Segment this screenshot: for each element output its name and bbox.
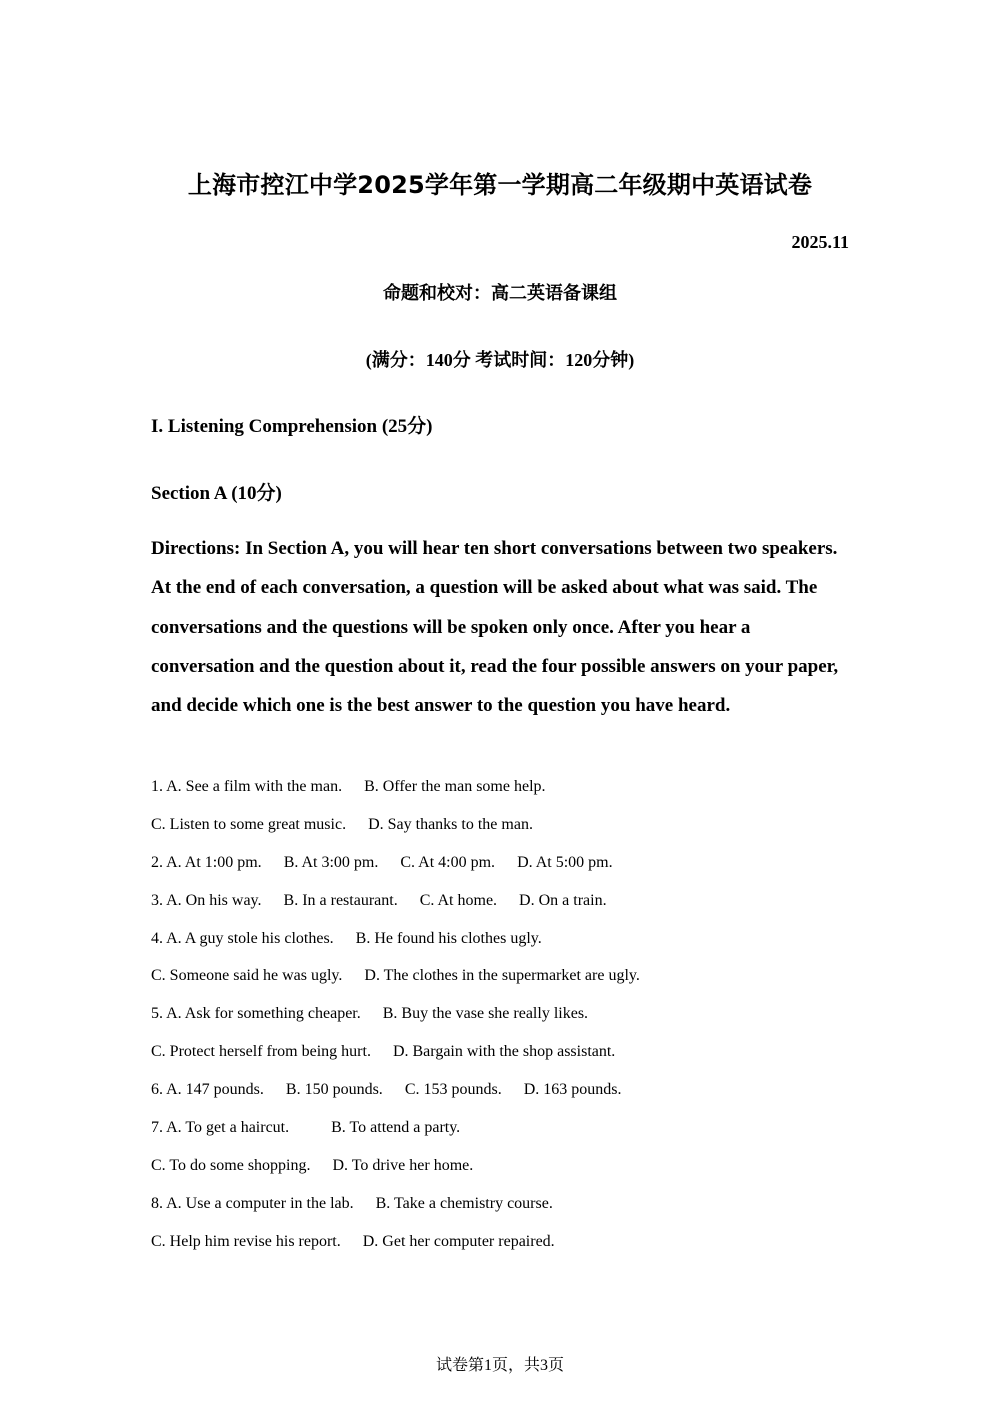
question-line xyxy=(151,995,856,1033)
section-a-heading: Section A (10分) xyxy=(151,483,282,504)
answer-option: B. At 3:00 pm. xyxy=(283,853,379,871)
question-line xyxy=(151,920,856,958)
answer-option: C. Protect herself from being hurt. xyxy=(151,1043,371,1061)
question-line xyxy=(151,844,856,882)
question-line xyxy=(151,882,856,920)
section-a-directions: Directions: In Section A, you will hear ten short conversations between two speakers. At the end of each conversation, a question will be asked about what was said. The conversations and the questions will be spoken only once. After you hear a conversation and the question about it, read the four possible answers on your paper, and decide which one is the best answer to the question you have heard. xyxy=(151,538,839,717)
answer-option: D. At 5:00 pm. xyxy=(517,853,613,871)
question-line xyxy=(151,1109,856,1147)
answer-option: D. To drive her home. xyxy=(332,1156,474,1174)
answer-option: C. 153 pounds. xyxy=(404,1081,502,1099)
part-heading-listening: I. Listening Comprehension (25分) xyxy=(151,416,433,437)
answer-option: B. He found his clothes ugly. xyxy=(355,929,542,947)
answer-option: D. 163 pounds. xyxy=(523,1081,622,1099)
exam-title: 上海市控江中学2025学年第一学期高二年级期中英语试卷 xyxy=(187,171,813,199)
answer-option: D. The clothes in the supermarket are ugly. xyxy=(364,967,640,985)
question-line xyxy=(151,768,856,806)
question-line xyxy=(151,806,856,844)
answer-option: C. To do some shopping. xyxy=(151,1156,311,1174)
question-list xyxy=(151,768,856,1261)
question-line xyxy=(151,957,856,995)
answer-option: 1. A. See a film with the man. xyxy=(151,778,343,795)
answer-option: B. Offer the man some help. xyxy=(364,778,546,795)
exam-date: 2025.11 xyxy=(791,232,849,252)
page-footer: 试卷第1页，共3页 xyxy=(435,1357,564,1374)
answer-option: B. 150 pounds. xyxy=(285,1081,383,1099)
answer-option: 3. A. On his way. xyxy=(151,891,262,909)
answer-option: C. At home. xyxy=(419,891,498,909)
answer-option: B. Take a chemistry course. xyxy=(375,1194,553,1212)
answer-option: B. Buy the vase she really likes. xyxy=(382,1005,589,1023)
exam-setter: 命题和校对：高二英语备课组 xyxy=(383,283,617,304)
answer-option: D. On a train. xyxy=(519,891,607,909)
question-line xyxy=(151,1185,856,1223)
answer-option: 5. A. Ask for something cheaper. xyxy=(151,1005,361,1023)
answer-option: 7. A. To get a haircut. xyxy=(151,1119,290,1137)
question-line xyxy=(151,1223,856,1261)
question-line xyxy=(151,1033,856,1071)
answer-option: D. Bargain with the shop assistant. xyxy=(392,1043,616,1061)
answer-option: 6. A. 147 pounds. xyxy=(151,1081,264,1099)
answer-option: D. Get her computer repaired. xyxy=(362,1232,555,1250)
answer-option: C. At 4:00 pm. xyxy=(400,853,496,871)
answer-option: B. To attend a party. xyxy=(331,1119,461,1137)
answer-option: C. Someone said he was ugly. xyxy=(151,967,343,985)
answer-option: D. Say thanks to the man. xyxy=(368,815,533,833)
answer-option: 8. A. Use a computer in the lab. xyxy=(151,1194,354,1212)
question-line xyxy=(151,1071,856,1109)
answer-option: C. Listen to some great music. xyxy=(151,815,347,833)
answer-option: C. Help him revise his report. xyxy=(151,1232,341,1250)
score-and-time: (满分：140分 考试时间：120分钟) xyxy=(365,350,635,370)
answer-option: 4. A. A guy stole his clothes. xyxy=(151,929,334,947)
question-line xyxy=(151,1147,856,1185)
answer-option: 2. A. At 1:00 pm. xyxy=(151,853,262,871)
answer-option: B. In a restaurant. xyxy=(283,891,398,909)
